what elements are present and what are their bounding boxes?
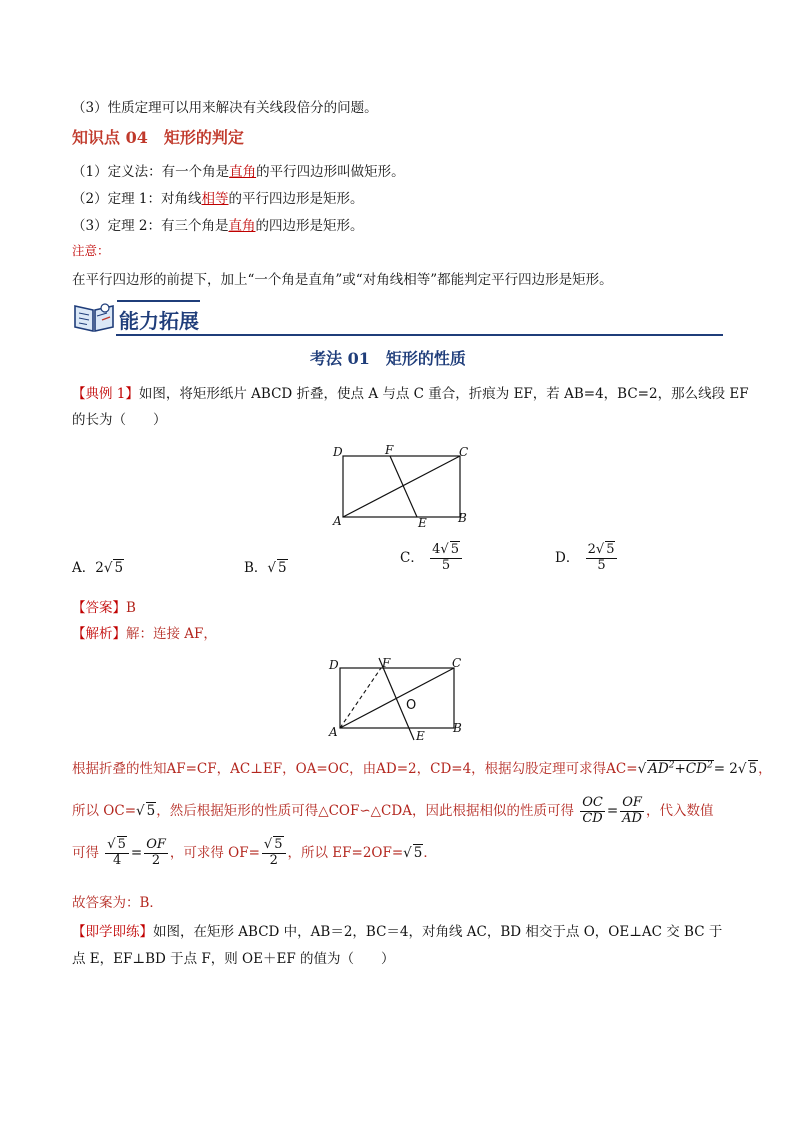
option-d-fraction: $\frac{2√ 5}{5}$ [586,543,618,574]
label-f: F [385,443,394,457]
option-c[interactable] [400,543,464,574]
example-tag: 【典例 1】 [72,386,139,402]
method-label: 考法 01 [310,349,370,368]
example-line-1 [72,382,749,402]
section-divider [116,334,723,336]
option-c-letter: C． [400,549,424,566]
practice-tag: 【即学即练】 [72,924,153,940]
option-a-letter: A． [72,560,96,576]
note-label: 注意： [72,243,110,258]
knowledge-point-label: 知识点 04 [72,128,148,147]
criterion-1-post: 的平行四边形叫做矩形。 [256,164,405,180]
option-a-coef: 2 [95,560,104,576]
analysis-intro: 解：连接 AF， [126,626,217,642]
practice-text-2: 点 E，EF⊥BD 于点 F，则 OE＋EF 的值为（ ） [72,951,395,967]
ratio-of-ad: $\frac{OF}{AD}$ [622,795,642,826]
label2-f: F [382,656,391,670]
rectangle-figure-1 [330,442,475,532]
criterion-3-post: 的四边形是矩形。 [255,218,364,234]
practice-line-1 [72,920,722,940]
criterion-3-key: 直角 [228,218,256,234]
criterion-1-pre: （1）定义法：有一个角是 [72,164,230,180]
analysis-line-3: 可得 $\frac{√ 5}{4}$ = $\frac{OF}{2}$ ，可求得 OF= $\frac{√ 5}{2}$ ，所以 EF=2OF=√ 5． [72,837,437,868]
ratio-sqrt5-4: $\frac{√ 5}{4}$ [105,838,129,869]
analysis-line-2: 所以 OC=√ 5，然后根据矩形的性质可得△COF∽△CDA，因此根据相似的性质可得 $\frac{OC}{CD}$ = $\frac{OF}{AD}$ ，代入数值 [72,795,714,826]
criterion-item-3 [72,214,363,234]
analysis-intro-line [72,622,217,642]
example-text-1: 如图，将矩形纸片 ABCD 折叠，使点 A 与点 C 重合，折痕为 EF，若 AB=4，BC=2，那么线段 EF [138,386,749,402]
answer-value: B [126,600,136,616]
label-c: C [459,445,469,459]
example-text-2: 的长为（ ） [72,412,167,428]
section-title: 能力拓展 [119,309,199,333]
answer-tag: 【答案】 [72,600,126,616]
criterion-1-key: 直角 [229,164,257,180]
label2-e: E [416,729,425,742]
analysis-conclusion: 故答案为：B． [72,895,163,911]
label2-b: B [453,721,462,735]
method-title: 矩形的性质 [385,349,466,368]
option-d[interactable] [555,543,619,574]
open-book-icon [72,298,116,334]
analysis-line-1-text: 根据折叠的性知AF=CF，AC⊥EF，OA=OC，由AD=2，CD=4，根据勾股定理可求得AC= [72,761,638,777]
criterion-2-post: 的平行四边形是矩形。 [228,191,364,207]
previous-item-text: （3）性质定理可以用来解决有关线段倍分的问题。 [72,100,378,116]
option-a[interactable]: A．2√ 5 [72,560,124,576]
label2-c: C [452,656,462,670]
rectangle-figure-2 [326,654,471,742]
option-b-letter: B． [244,560,268,576]
analysis-tag: 【解析】 [72,626,126,642]
dashed-line-af [340,668,381,728]
ratio-oc-cd: $\frac{OC}{CD}$ [582,795,603,826]
method-heading [310,346,466,369]
ratio-of-2: $\frac{OF}{2}$ [146,837,166,868]
label2-d: D [329,658,339,672]
knowledge-point-heading [72,125,244,148]
fold-line-ef [390,456,417,517]
option-b[interactable]: B．√ 5 [244,560,287,576]
label-e: E [418,516,427,530]
note-text: 在平行四边形的前提下，加上“一个角是直角”或“对角线相等”都能判定平行四边形是矩形。 [72,272,613,288]
criterion-2-pre: （2）定理 1：对角线 [72,191,202,207]
option-b-radicand: 5 [278,560,287,576]
diagonal-ac-2 [340,668,454,728]
practice-text-1: 如图，在矩形 ABCD 中，AB＝2，BC＝4，对角线 AC，BD 相交于点 O，OE⊥AC 交 BC 于 [153,924,723,940]
knowledge-point-title: 矩形的判定 [163,128,244,147]
answer-line [72,596,136,616]
option-a-radicand: 5 [114,560,124,576]
label-d: D [333,445,343,459]
criterion-3-pre: （3）定理 2：有三个角是 [72,218,229,234]
label2-a: A [329,725,338,739]
label-a: A [333,514,342,528]
criterion-2-key: 相等 [201,191,229,207]
label-b: B [458,511,467,525]
of-value-fraction: $\frac{√ 5}{2}$ [262,838,286,869]
criterion-item-2 [72,187,363,207]
label2-o: O [406,698,417,713]
section-title-overline [117,300,200,302]
criterion-item-1 [72,160,405,180]
option-c-fraction: $\frac{4√ 5}{5}$ [430,543,462,574]
analysis-line-1: 根据折叠的性知AF=CF，AC⊥EF，OA=OC，由AD=2，CD=4，根据勾股定理可求得AC=√ $AD^2+CD^2= 2√$ 5， [72,760,772,777]
diagonal-ac [343,456,460,517]
option-d-letter: D． [555,549,580,566]
